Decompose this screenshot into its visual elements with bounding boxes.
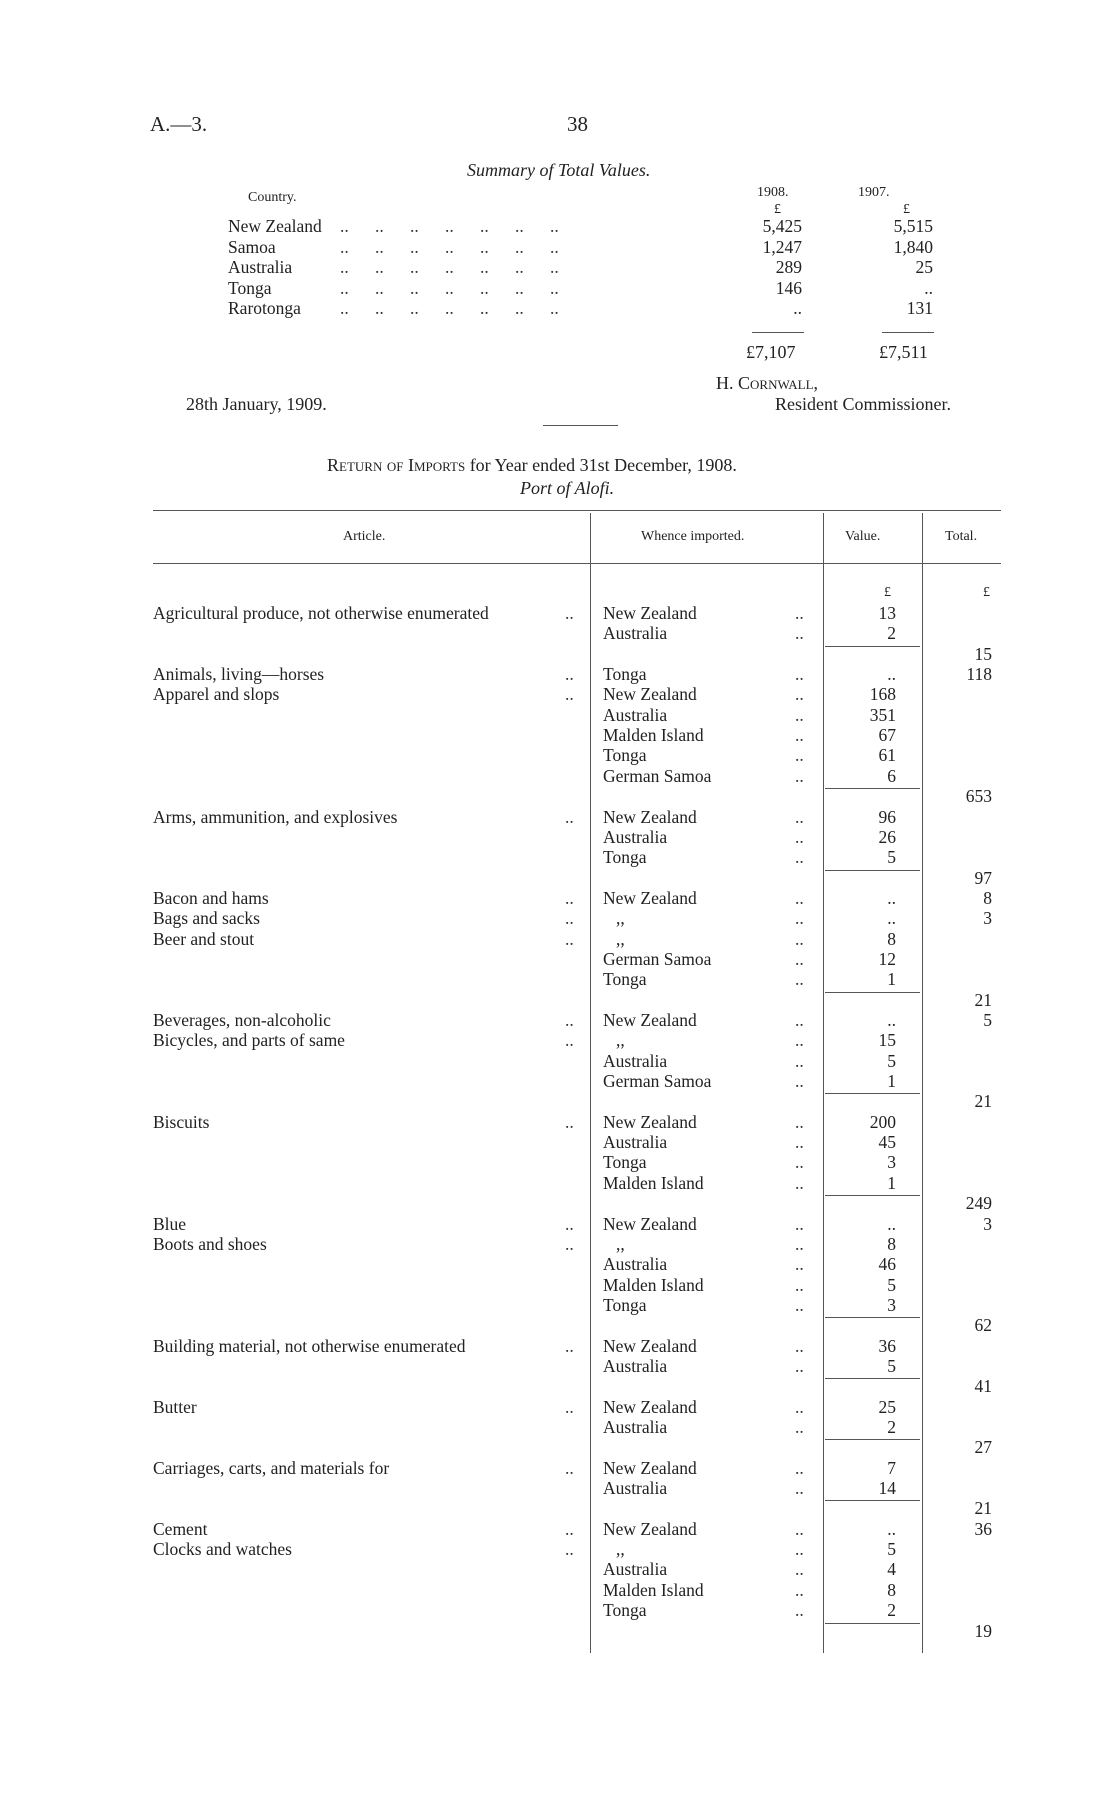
subtotal-rule (825, 1195, 920, 1196)
leader-dots: .. (795, 948, 804, 969)
table-row (0, 1397, 1114, 1418)
article-name: Arms, ammunition, and explosives (153, 806, 398, 827)
leader-dots: .. (565, 1213, 574, 1234)
table-row (0, 1173, 1114, 1194)
table-row (0, 705, 1114, 726)
table-row (0, 1295, 1114, 1316)
table-row (0, 1091, 1114, 1112)
summary-total-rule-1908 (752, 332, 804, 333)
subtotal-rule (825, 1093, 920, 1094)
leader-dots: .. (795, 928, 804, 949)
import-total: 21 (974, 1498, 992, 1519)
table-row (0, 888, 1114, 909)
leader-dots: .. (795, 623, 804, 644)
leader-dots: .. (565, 1233, 574, 1254)
import-value: 2 (887, 623, 896, 644)
summary-country: Tonga (228, 277, 272, 298)
table-row (0, 766, 1114, 787)
table-row (0, 827, 1114, 848)
import-value: 5 (887, 1539, 896, 1560)
import-total: 36 (974, 1518, 992, 1539)
summary-col-1907: 1907. (858, 185, 890, 200)
import-total: 41 (974, 1376, 992, 1397)
leader-dots: .. (795, 1355, 804, 1376)
whence-imported: Tonga (603, 664, 647, 685)
column-header-article: Article. (343, 529, 386, 544)
leader-dots: .. (795, 1172, 804, 1193)
signature-title: Resident Commissioner. (775, 394, 952, 414)
article-name: Boots and shoes (153, 1233, 267, 1254)
table-row (0, 990, 1114, 1011)
article-name: Clocks and watches (153, 1539, 292, 1560)
leader-dots: .. (565, 1335, 574, 1356)
whence-imported: New Zealand (603, 1213, 697, 1234)
leader-dots: .. (795, 1600, 804, 1621)
import-total: 97 (974, 867, 992, 888)
leader-dots: .. (795, 969, 804, 990)
whence-imported: New Zealand (603, 1518, 697, 1539)
table-row (0, 644, 1114, 665)
leader-dots: .. (565, 806, 574, 827)
whence-imported: Tonga (603, 847, 647, 868)
leader-dots: .. (565, 1111, 574, 1132)
whence-imported: Australia (603, 1417, 668, 1437)
article-name: Blue (153, 1213, 187, 1234)
import-value: 200 (869, 1111, 896, 1132)
leader-dots: .. (795, 704, 804, 725)
leader-dots: .. (565, 1010, 574, 1030)
summary-value-1907: .. (924, 277, 933, 298)
whence-imported: Australia (603, 1355, 668, 1376)
import-value: 2 (887, 1600, 896, 1621)
leader-dots: .. (795, 765, 804, 786)
whence-imported: German Samoa (603, 1071, 712, 1092)
summary-title: Summary of Total Values. (467, 160, 651, 180)
leader-dots: .. (795, 1254, 804, 1275)
table-row (0, 1112, 1114, 1133)
leader-dots: .. (795, 1132, 804, 1153)
import-value: 5 (887, 847, 896, 868)
whence-imported: ,, (616, 1030, 625, 1051)
import-value: 1 (887, 1071, 896, 1092)
imports-title (327, 455, 737, 476)
whence-imported: Australia (603, 704, 668, 725)
table-row (0, 1152, 1114, 1173)
subtotal-rule (825, 1317, 920, 1318)
table-row (0, 949, 1114, 970)
table-row (0, 929, 1114, 950)
leader-dots: .. (565, 1030, 574, 1051)
import-value: 8 (887, 928, 896, 949)
summary-total-1907: £7,511 (879, 342, 928, 362)
leader-dots: .. .. .. .. .. .. .. (340, 277, 559, 298)
summary-country: New Zealand (228, 216, 322, 236)
leader-dots: .. (795, 1417, 804, 1437)
article-name: Apparel and slops (153, 684, 280, 705)
column-header-total: Total. (945, 529, 978, 544)
summary-country: Rarotonga (228, 298, 301, 318)
whence-imported: Malden Island (603, 1172, 704, 1193)
whence-imported: Tonga (603, 1294, 647, 1315)
import-value: 351 (869, 704, 896, 725)
table-row (0, 1071, 1114, 1092)
leader-dots: .. (795, 1050, 804, 1071)
whence-imported: Malden Island (603, 1579, 704, 1600)
summary-row (0, 257, 1114, 278)
table-row (0, 1030, 1114, 1051)
import-value: .. (887, 1518, 896, 1539)
import-value: 15 (878, 1030, 896, 1051)
import-value: 14 (878, 1478, 896, 1499)
leader-dots: .. (795, 1071, 804, 1092)
summary-col-country: Country. (248, 190, 297, 205)
leader-dots: .. (795, 887, 804, 908)
import-value: 5 (887, 1355, 896, 1376)
leader-dots: .. (795, 1539, 804, 1560)
table-row (0, 1010, 1114, 1031)
leader-dots: .. (565, 1539, 574, 1560)
whence-imported: Tonga (603, 969, 647, 990)
summary-value-1908: 5,425 (762, 216, 802, 236)
table-row (0, 1254, 1114, 1275)
table-row (0, 1193, 1114, 1214)
whence-imported: German Samoa (603, 765, 712, 786)
leader-dots: .. .. .. .. .. .. .. (340, 257, 559, 277)
summary-country: Samoa (228, 236, 276, 257)
document-reference: A.—3. (150, 112, 208, 136)
whence-imported: Malden Island (603, 725, 704, 746)
table-row (0, 1356, 1114, 1377)
import-value: .. (887, 887, 896, 908)
import-total: 653 (965, 786, 992, 807)
import-total: 118 (966, 664, 992, 685)
summary-total-rule-1907 (882, 332, 934, 333)
whence-imported: Australia (603, 1050, 668, 1071)
table-row (0, 1478, 1114, 1499)
page-number: 38 (567, 112, 588, 136)
summary-currency-1907: £ (903, 202, 910, 217)
import-value: .. (887, 908, 896, 929)
leader-dots: .. .. .. .. .. .. .. (340, 298, 559, 318)
section-divider (543, 425, 618, 426)
whence-imported: ,, (616, 908, 625, 929)
article-name: Agricultural produce, not otherwise enumerated (153, 603, 489, 623)
summary-total-1908: £7,107 (746, 342, 796, 362)
table-row (0, 664, 1114, 685)
whence-imported: ,, (616, 928, 625, 949)
table-row (0, 745, 1114, 766)
whence-imported: ,, (616, 1233, 625, 1254)
import-value: 168 (869, 684, 896, 705)
table-row (0, 807, 1114, 828)
table-row (0, 1376, 1114, 1397)
subtotal-rule (825, 646, 920, 647)
summary-value-1908: 289 (775, 257, 802, 277)
leader-dots: .. (795, 684, 804, 705)
subtotal-rule (825, 1378, 920, 1379)
leader-dots: .. (795, 847, 804, 868)
import-total: 27 (974, 1437, 992, 1458)
article-name: Bacon and hams (153, 887, 269, 908)
table-row (0, 868, 1114, 889)
whence-imported: Tonga (603, 745, 647, 766)
import-value: .. (887, 664, 896, 685)
leader-dots: .. (795, 1478, 804, 1499)
import-value: 25 (878, 1396, 896, 1417)
table-row (0, 1336, 1114, 1357)
leader-dots: .. (795, 1233, 804, 1254)
leader-dots: .. (795, 1579, 804, 1600)
leader-dots: .. (795, 1152, 804, 1173)
leader-dots: .. (795, 1030, 804, 1051)
import-value: 45 (878, 1132, 896, 1153)
whence-imported: New Zealand (603, 1457, 697, 1478)
leader-dots: .. (795, 908, 804, 929)
import-total: 8 (983, 887, 992, 908)
whence-imported: Australia (603, 826, 668, 847)
whence-imported: Australia (603, 623, 668, 644)
import-value: 6 (887, 765, 896, 786)
whence-imported: ,, (616, 1539, 625, 1560)
summary-row (0, 237, 1114, 258)
whence-imported: New Zealand (603, 1111, 697, 1132)
table-row (0, 1132, 1114, 1153)
summary-value-1907: 1,840 (893, 236, 933, 257)
import-value: 7 (887, 1457, 896, 1478)
whence-imported: Tonga (603, 1152, 647, 1173)
signature-date: 28th January, 1909. (186, 394, 327, 414)
import-total: 15 (974, 643, 992, 664)
table-row (0, 603, 1114, 624)
table-row (0, 1417, 1114, 1438)
leader-dots: .. (795, 1335, 804, 1356)
whence-imported: Australia (603, 1478, 668, 1499)
import-value: .. (887, 1010, 896, 1030)
summary-row (0, 278, 1114, 299)
whence-imported: New Zealand (603, 603, 697, 623)
import-total: 62 (974, 1315, 992, 1336)
import-value: 36 (878, 1335, 896, 1356)
whence-imported: New Zealand (603, 1335, 697, 1356)
import-value: 2 (887, 1417, 896, 1437)
table-row (0, 908, 1114, 929)
import-value: 26 (878, 826, 896, 847)
summary-row (0, 216, 1114, 237)
imports-title-rest: for Year ended 31st December, 1908. (465, 455, 737, 475)
leader-dots: .. (565, 1457, 574, 1478)
leader-dots: .. (795, 1457, 804, 1478)
import-value: 13 (878, 603, 896, 623)
signature-name: H. Cornwall, (716, 373, 819, 393)
leader-dots: .. (795, 1294, 804, 1315)
article-name: Biscuits (153, 1111, 210, 1132)
leader-dots: .. (565, 603, 574, 623)
table-row (0, 847, 1114, 868)
leader-dots: .. (565, 1396, 574, 1417)
whence-imported: German Samoa (603, 948, 712, 969)
import-value: .. (887, 1213, 896, 1234)
column-header-value: Value. (845, 529, 881, 544)
import-value: 8 (887, 1579, 896, 1600)
table-row (0, 1458, 1114, 1479)
subtotal-rule (825, 1439, 920, 1440)
import-total: 249 (965, 1193, 992, 1214)
import-total: 5 (983, 1010, 992, 1030)
import-total: 21 (974, 1091, 992, 1112)
article-name: Butter (153, 1396, 197, 1417)
article-name: Bicycles, and parts of same (153, 1030, 345, 1051)
leader-dots: .. (565, 928, 574, 949)
leader-dots: .. (795, 806, 804, 827)
table-row (0, 1315, 1114, 1336)
table-row (0, 1498, 1114, 1519)
import-total: 19 (974, 1620, 992, 1641)
subtotal-rule (825, 1500, 920, 1501)
leader-dots: .. (795, 1396, 804, 1417)
summary-row (0, 298, 1114, 319)
table-row (0, 1234, 1114, 1255)
leader-dots: .. (795, 1559, 804, 1580)
import-value: 96 (878, 806, 896, 827)
article-name: Bags and sacks (153, 908, 260, 929)
whence-imported: Australia (603, 1559, 668, 1580)
table-row (0, 1051, 1114, 1072)
whence-imported: New Zealand (603, 887, 697, 908)
import-value: 3 (887, 1152, 896, 1173)
summary-value-1907: 25 (915, 257, 933, 277)
import-value: 3 (887, 1294, 896, 1315)
whence-imported: New Zealand (603, 1010, 697, 1030)
leader-dots: .. (795, 1010, 804, 1030)
table-row (0, 1214, 1114, 1235)
article-name: Carriages, carts, and materials for (153, 1457, 390, 1478)
table-row (0, 623, 1114, 644)
import-value: 67 (878, 725, 896, 746)
table-row (0, 969, 1114, 990)
leader-dots: .. (565, 887, 574, 908)
subtotal-rule (825, 992, 920, 993)
column-header-whence: Whence imported. (641, 529, 745, 544)
leader-dots: .. (795, 603, 804, 623)
table-row (0, 684, 1114, 705)
import-value: 61 (878, 745, 896, 766)
import-value: 1 (887, 1172, 896, 1193)
import-value: 12 (878, 948, 896, 969)
summary-country: Australia (228, 257, 293, 277)
summary-value-1907: 131 (906, 298, 933, 318)
whence-imported: Australia (603, 1254, 668, 1275)
imports-title-small-caps: Return of Imports (327, 455, 466, 475)
import-value: 4 (887, 1559, 896, 1580)
whence-imported: Australia (603, 1132, 668, 1153)
table-row (0, 725, 1114, 746)
import-total: 21 (974, 989, 992, 1010)
article-name: Building material, not otherwise enumerated (153, 1335, 466, 1356)
table-row (0, 1559, 1114, 1580)
table-row (0, 1600, 1114, 1621)
table-header-rule (153, 563, 1001, 564)
summary-value-1907: 5,515 (893, 216, 933, 236)
article-name: Beer and stout (153, 928, 255, 949)
import-total: 3 (983, 1213, 992, 1234)
article-name: Cement (153, 1518, 208, 1539)
whence-imported: Tonga (603, 1600, 647, 1621)
summary-value-1908: 146 (775, 277, 802, 298)
leader-dots: .. (795, 826, 804, 847)
leader-dots: .. (795, 1213, 804, 1234)
leader-dots: .. (795, 725, 804, 746)
leader-dots: .. (795, 1518, 804, 1539)
whence-imported: New Zealand (603, 806, 697, 827)
whence-imported: New Zealand (603, 684, 697, 705)
import-value: 46 (878, 1254, 896, 1275)
table-row (0, 786, 1114, 807)
summary-value-1908: 1,247 (762, 236, 802, 257)
table-row (0, 1580, 1114, 1601)
summary-currency-1908: £ (774, 202, 781, 217)
imports-subtitle: Port of Alofi. (520, 478, 615, 498)
import-total: 3 (983, 908, 992, 929)
summary-value-1908: .. (793, 298, 802, 318)
leader-dots: .. .. .. .. .. .. .. (340, 236, 559, 257)
article-name: Beverages, non-alcoholic (153, 1010, 331, 1030)
whence-imported: Malden Island (603, 1274, 704, 1295)
table-row (0, 1437, 1114, 1458)
table-row (0, 1621, 1114, 1642)
table-row (0, 1519, 1114, 1540)
article-name: Animals, living—horses (153, 664, 325, 685)
leader-dots: .. (565, 908, 574, 929)
leader-dots: .. .. .. .. .. .. .. (340, 216, 559, 236)
summary-col-1908: 1908. (757, 185, 789, 200)
leader-dots: .. (565, 1518, 574, 1539)
subtotal-rule (825, 788, 920, 789)
import-value: 1 (887, 969, 896, 990)
leader-dots: .. (565, 684, 574, 705)
import-value: 5 (887, 1274, 896, 1295)
leader-dots: .. (795, 745, 804, 766)
import-value: 5 (887, 1050, 896, 1071)
total-currency: £ (983, 585, 990, 600)
table-top-rule (153, 510, 1001, 511)
value-currency: £ (884, 585, 891, 600)
subtotal-rule (825, 870, 920, 871)
leader-dots: .. (795, 1111, 804, 1132)
whence-imported: New Zealand (603, 1396, 697, 1417)
leader-dots: .. (565, 664, 574, 685)
import-value: 8 (887, 1233, 896, 1254)
table-row (0, 1275, 1114, 1296)
table-row (0, 1539, 1114, 1560)
leader-dots: .. (795, 664, 804, 685)
leader-dots: .. (795, 1274, 804, 1295)
subtotal-rule (825, 1623, 920, 1624)
